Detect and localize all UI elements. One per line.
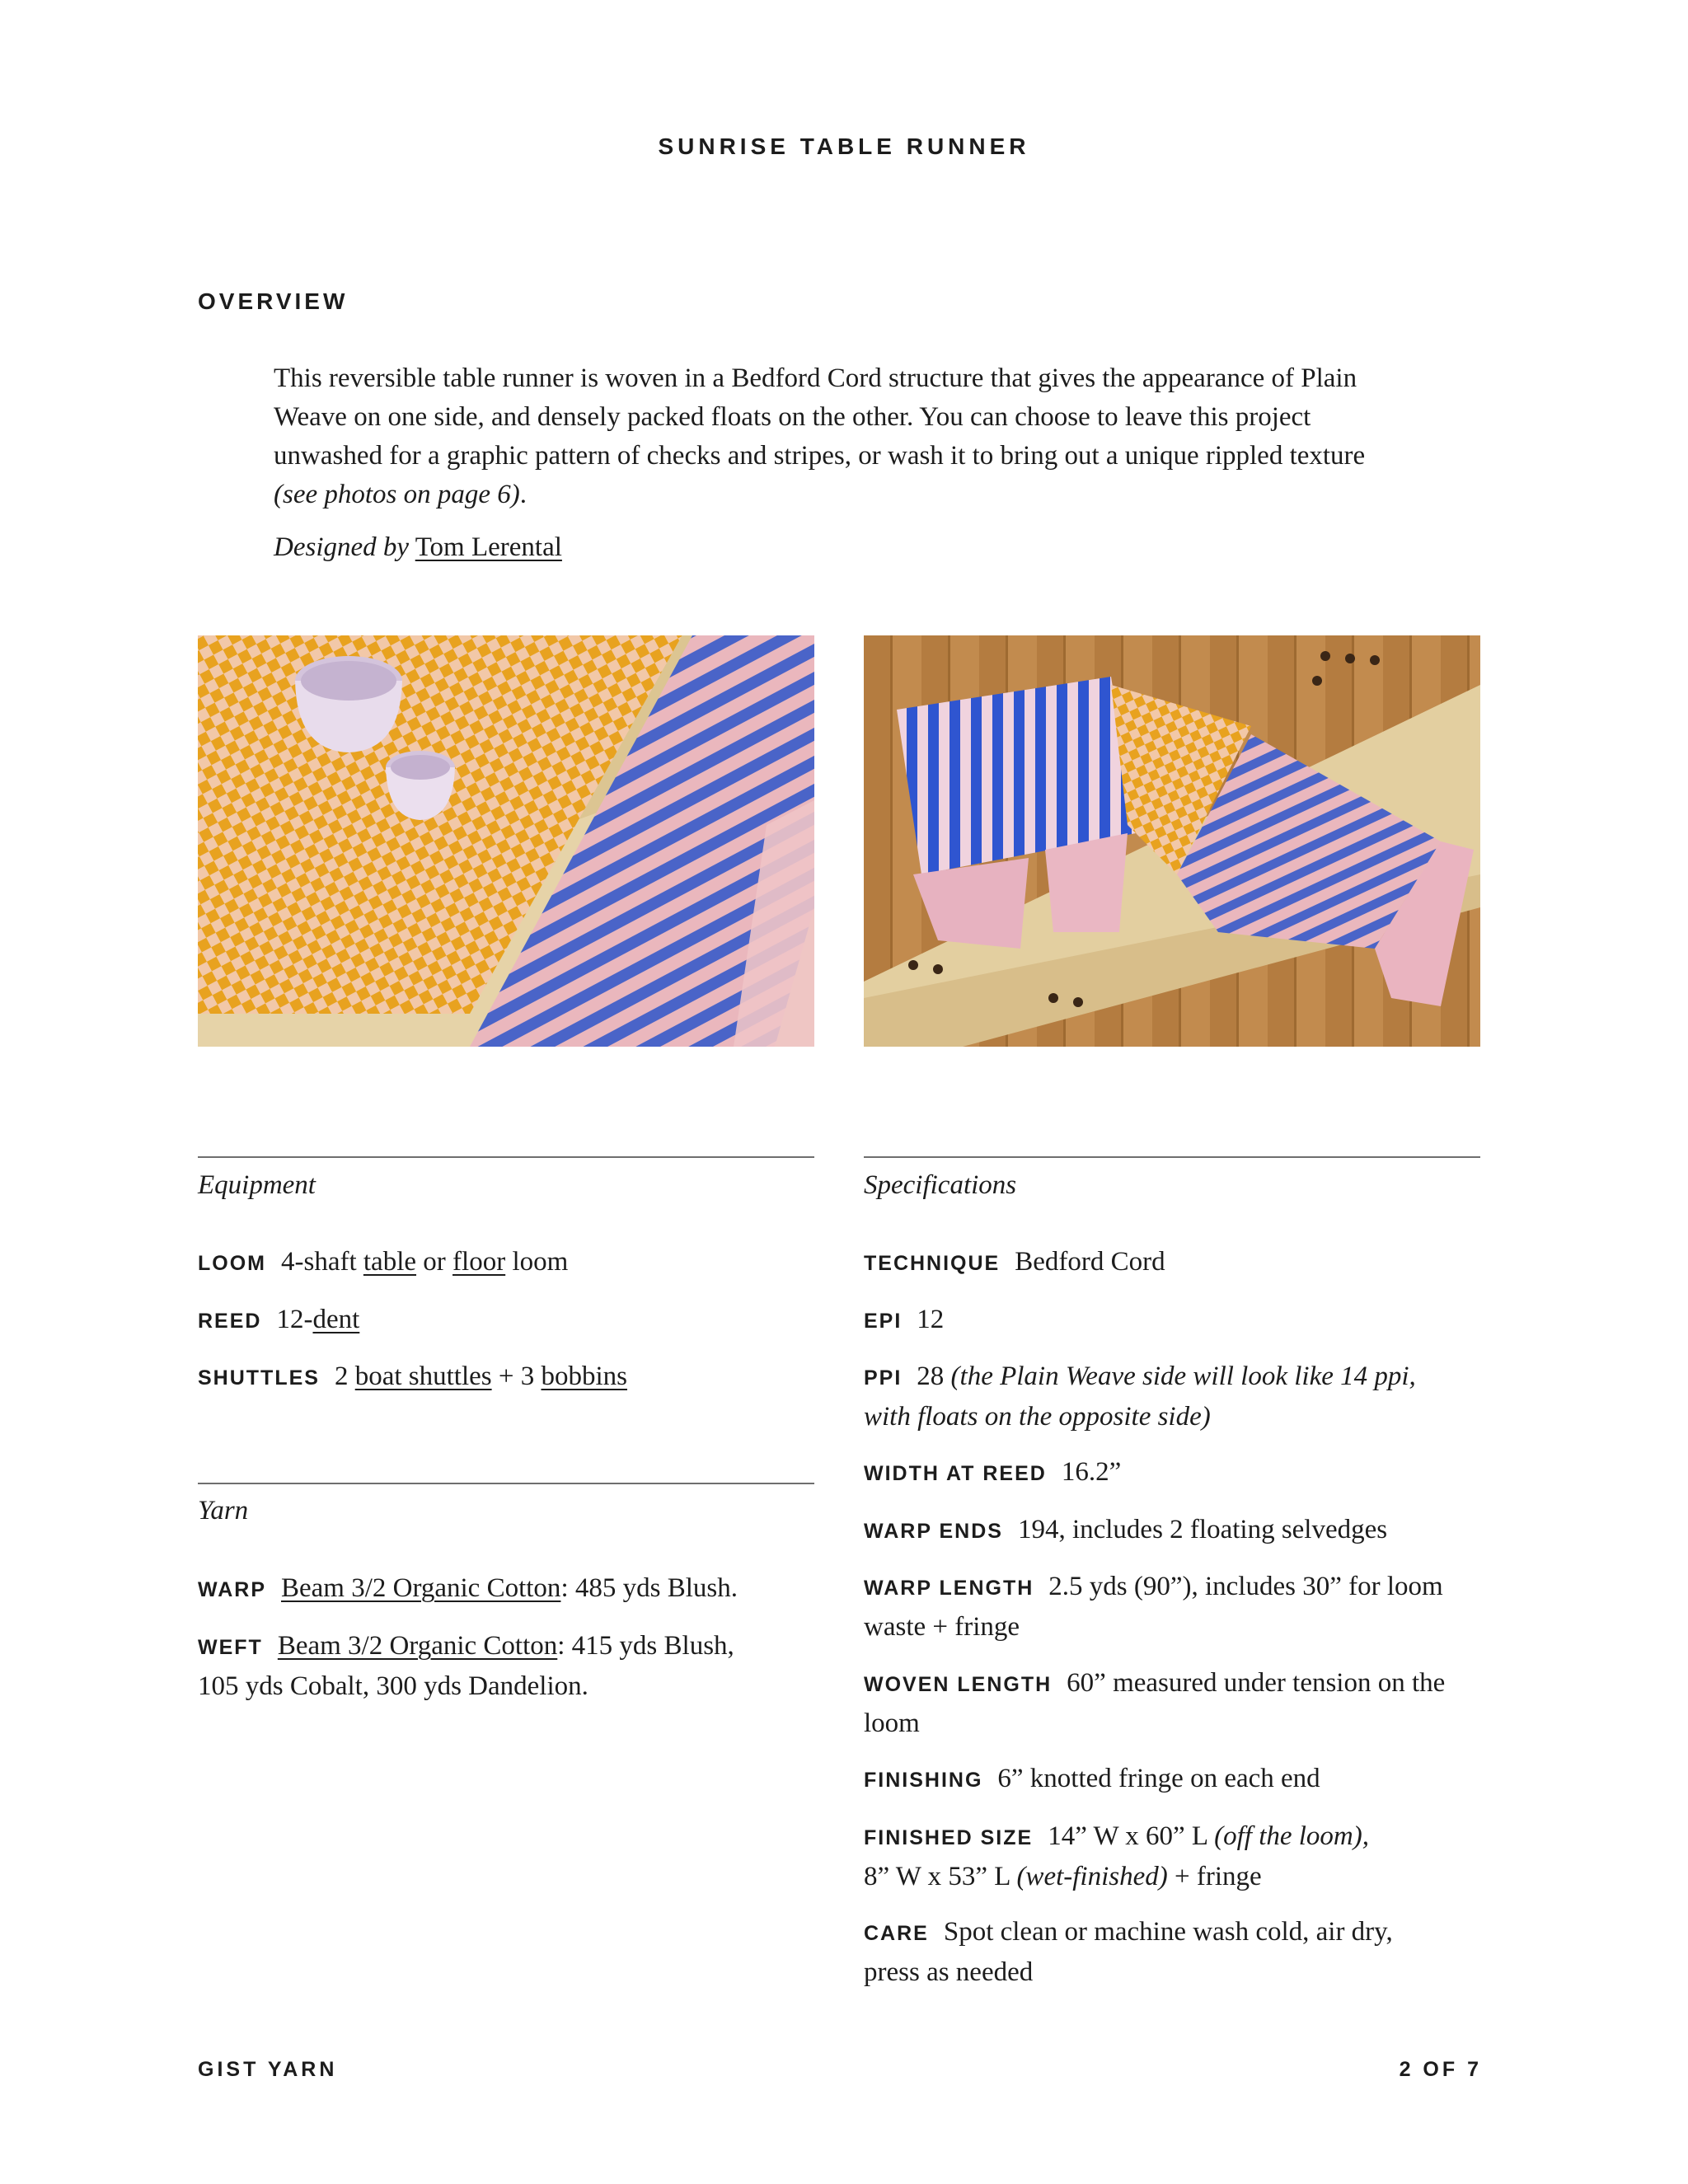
weft-yarn-amount: : 415 yds Blush, (557, 1631, 734, 1661)
designer-link[interactable]: Tom Lerental (415, 532, 562, 562)
designed-by-label: Designed by (274, 532, 410, 562)
care-value: Spot clean or machine wash cold, air dry, (943, 1917, 1393, 1947)
page-header-title: SUNRISE TABLE RUNNER (658, 134, 1030, 159)
loom-text-pre: 4-shaft (281, 1247, 363, 1277)
ppi-note-2: with floats on the opposite side) (864, 1402, 1211, 1432)
finished-size-note-2: (wet-finished) (1016, 1862, 1168, 1891)
equipment-rule (198, 1156, 814, 1158)
finishing-value: 6” knotted fringe on each end (997, 1764, 1320, 1793)
loom-row (198, 1243, 824, 1283)
weft-yarn-row (198, 1627, 824, 1706)
warp-length-row (864, 1568, 1490, 1647)
care-label: CARE (864, 1922, 929, 1945)
yarn-rule (198, 1483, 814, 1484)
warp-ends-row (864, 1511, 1490, 1551)
warp-ends-label: WARP ENDS (864, 1520, 1003, 1543)
runner-checks-and-stripes-photo (198, 635, 814, 1047)
warp-yarn-link[interactable]: Beam 3/2 Organic Cotton (281, 1573, 561, 1603)
warp-yarn-amount: : 485 yds Blush. (560, 1573, 738, 1603)
yarn-heading: Yarn (198, 1496, 249, 1526)
finishing-label: FINISHING (864, 1769, 983, 1792)
finishing-row (864, 1760, 1490, 1800)
designer-credit (274, 532, 562, 563)
warp-length-label: WARP LENGTH (864, 1577, 1034, 1600)
ppi-note: (the Plain Weave side will look like 14 ppi, (950, 1361, 1416, 1391)
finished-size-row (864, 1817, 1490, 1896)
footer-page-number: 2 OF 7 (1399, 2058, 1482, 2081)
width-value: 16.2” (1061, 1457, 1122, 1487)
epi-row (864, 1301, 1490, 1341)
reed-text-pre: 12- (276, 1305, 313, 1334)
finished-size-value-2: 8” W x 53” L (864, 1862, 1017, 1891)
warp-ends-value: 194, includes 2 floating selvedges (1017, 1515, 1388, 1544)
runner-photo-illustration (198, 635, 814, 1047)
folded-runner-photo (864, 635, 1480, 1047)
warp-label: WARP (198, 1578, 266, 1601)
footer-brand: GIST YARN (198, 2058, 338, 2081)
overview-body (274, 359, 1378, 514)
warp-yarn-row (198, 1569, 824, 1610)
warp-length-value-2: waste + fringe (864, 1612, 1020, 1642)
shuttles-text-pre: 2 (334, 1361, 355, 1391)
dent-link[interactable]: dent (312, 1305, 360, 1334)
loom-text-mid: or (416, 1247, 453, 1277)
loom-text-post: loom (505, 1247, 569, 1277)
finished-size-note: (off the loom), (1214, 1821, 1370, 1851)
width-label: WIDTH AT REED (864, 1462, 1047, 1485)
epi-value: 12 (917, 1305, 945, 1334)
overview-period: . (519, 480, 528, 509)
reed-label: REED (198, 1310, 262, 1333)
woven-length-value-2: loom (864, 1708, 920, 1738)
woven-length-value: 60” measured under tension on the (1067, 1668, 1446, 1698)
care-value-2: press as needed (864, 1957, 1034, 1987)
finished-size-value: 14” W x 60” L (1048, 1821, 1215, 1851)
shuttles-text-mid: + 3 (491, 1361, 542, 1391)
ppi-row (864, 1357, 1490, 1436)
folded-runner-illustration (864, 635, 1480, 1047)
weft-yarn-link[interactable]: Beam 3/2 Organic Cotton (277, 1631, 558, 1661)
bobbins-link[interactable]: bobbins (541, 1361, 627, 1391)
warp-length-value: 2.5 yds (90”), includes 30” for loom (1048, 1572, 1443, 1601)
shuttles-label: SHUTTLES (198, 1366, 320, 1390)
weft-label: WEFT (198, 1636, 263, 1659)
equipment-heading: Equipment (198, 1170, 316, 1200)
woven-length-label: WOVEN LENGTH (864, 1673, 1053, 1696)
epi-label: EPI (864, 1310, 903, 1333)
overview-heading: OVERVIEW (198, 288, 349, 314)
ppi-label: PPI (864, 1366, 903, 1390)
width-row (864, 1453, 1490, 1493)
shuttles-row (198, 1357, 824, 1398)
weft-yarn-amount-2: 105 yds Cobalt, 300 yds Dandelion. (198, 1671, 588, 1701)
technique-value: Bedford Cord (1015, 1247, 1165, 1277)
overview-photo-note: (see photos on page 6) (274, 480, 520, 509)
finished-size-value-3: + fringe (1167, 1862, 1262, 1891)
specifications-heading: Specifications (864, 1170, 1017, 1200)
overview-text: This reversible table runner is woven in a Bedford Cord structure that gives the appearance of Plain Weave on one side, and densely packed floats on the other. You can choose to leave this project unwashed for a graphic pattern of checks and stripes, or wash it to bring out a unique rippled texture (274, 363, 1366, 471)
specifications-rule (864, 1156, 1480, 1158)
woven-length-row (864, 1664, 1490, 1743)
boat-shuttles-link[interactable]: boat shuttles (354, 1361, 492, 1391)
finished-size-label: FINISHED SIZE (864, 1826, 1034, 1849)
technique-row (864, 1243, 1490, 1283)
loom-label: LOOM (198, 1252, 266, 1275)
reed-row (198, 1301, 824, 1341)
technique-label: TECHNIQUE (864, 1252, 1001, 1275)
care-row (864, 1913, 1490, 1992)
ppi-value: 28 (917, 1361, 951, 1391)
floor-loom-link[interactable]: floor (452, 1247, 506, 1277)
table-loom-link[interactable]: table (363, 1247, 417, 1277)
